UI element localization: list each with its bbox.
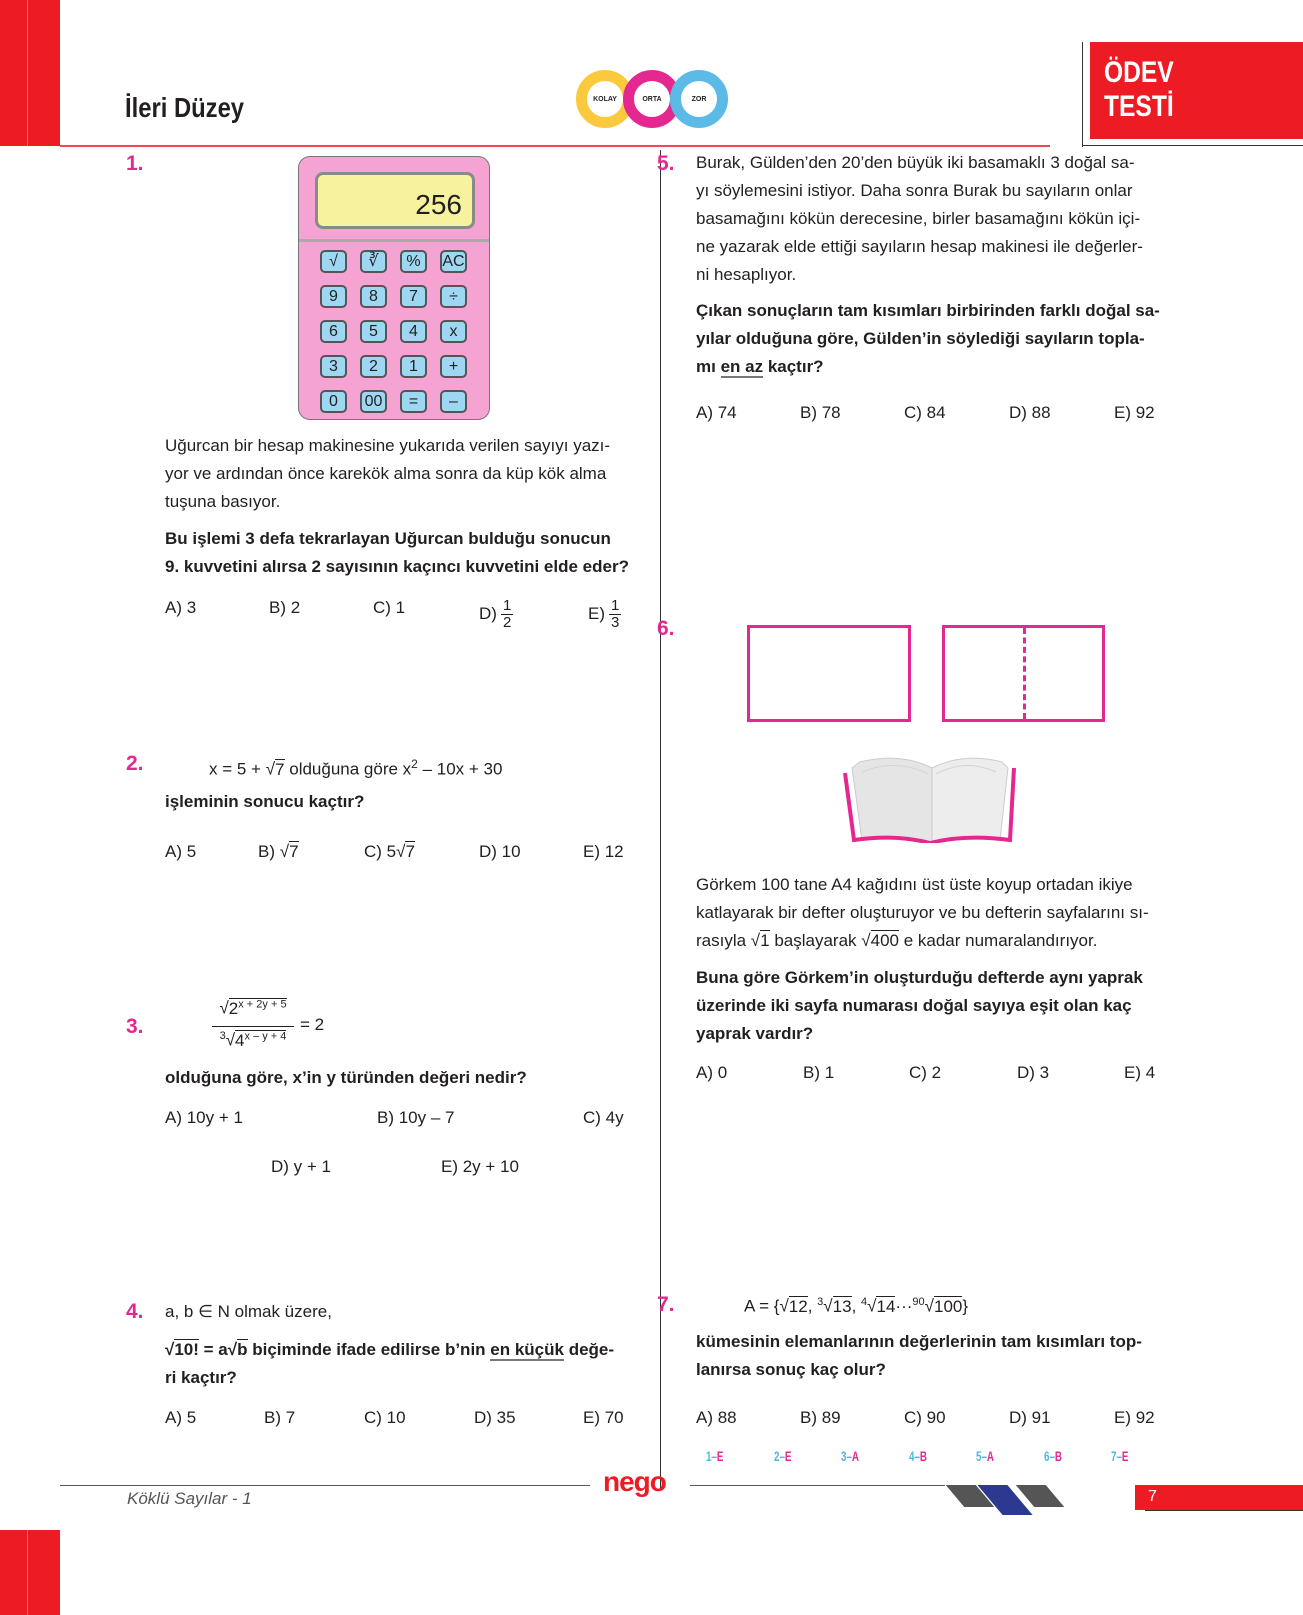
text: olduğuna göre x [284, 759, 412, 779]
calculator-display: 256 [315, 172, 475, 229]
option-e[interactable]: E) 12 [583, 842, 624, 861]
left-red-bar-top [0, 0, 60, 146]
calculator-key: 6 [320, 320, 347, 343]
root-sign: √ [219, 998, 229, 1018]
radicand: 12 [788, 1296, 808, 1316]
q6-question [696, 964, 1166, 1048]
calculator-key: 0 [320, 390, 347, 413]
answer-key-item [841, 1448, 859, 1464]
text: değe- [563, 1340, 615, 1359]
option-d[interactable]: D) y + 1 [271, 1157, 331, 1176]
badge-frame [1082, 42, 1083, 147]
calculator-key: 5 [360, 320, 387, 343]
exponent: x – y + 4 [244, 1030, 287, 1042]
answer-key-question: 7 [1111, 1448, 1117, 1464]
option-c[interactable] [364, 842, 415, 862]
answer-key-answer: E [716, 1448, 724, 1464]
fraction-bar [212, 1026, 294, 1027]
column-divider [660, 150, 661, 1490]
option-b[interactable]: B) 2 [269, 598, 301, 617]
q1-line: tuşuna basıyor. [165, 492, 281, 511]
q1-line: Uğurcan bir hesap makinesine yukarıda verilen sayıyı yazı- [165, 436, 611, 455]
option-b[interactable]: B) 1 [803, 1063, 835, 1082]
q1-text [165, 432, 635, 516]
radicand: 100 [933, 1296, 963, 1316]
answer-key-question: 2 [773, 1448, 779, 1464]
denominator: 2 [502, 614, 512, 631]
option-c[interactable]: C) 90 [904, 1408, 946, 1427]
calculator-key: = [400, 390, 427, 413]
folded-paper-sheet [942, 625, 1105, 722]
level-label: ZOR [691, 95, 707, 103]
calculator-key: 7 [400, 285, 427, 308]
question-number: 6. [657, 617, 675, 640]
calculator-key: 4 [400, 320, 427, 343]
text: e kadar numaralandırıyor. [899, 931, 1098, 950]
option-c[interactable]: C) 10 [364, 1408, 406, 1427]
fraction [609, 598, 621, 631]
q5-question-line [696, 353, 1166, 381]
q5-options [696, 403, 1166, 431]
option-e[interactable]: E) 2y + 10 [441, 1157, 519, 1176]
q7-options [696, 1408, 1166, 1436]
option-a[interactable]: A) 5 [165, 842, 197, 861]
homework-test-badge [1090, 42, 1303, 139]
answer-key-item [706, 1448, 723, 1464]
calculator-key: ∛ [360, 250, 387, 273]
option-label: E) [588, 603, 605, 623]
root-sign: √ [165, 1340, 175, 1359]
answer-key-dash: – [1116, 1448, 1122, 1464]
radicand: 7 [275, 759, 285, 779]
root-sign: √ [265, 759, 276, 779]
q5-text [696, 149, 1166, 289]
root-sign: √ [750, 931, 761, 950]
root-sign: √ [227, 1340, 238, 1359]
exponent: x + 2y + 5 [238, 998, 287, 1010]
base: 2 [228, 998, 239, 1018]
option-a[interactable]: A) 74 [696, 403, 737, 422]
calculator-key: 9 [320, 285, 347, 308]
q1-options [165, 590, 635, 630]
option-d[interactable]: D) 88 [1009, 403, 1051, 422]
q5-line: yı söylemesini istiyor. Daha sonra Burak bu sayıların onlar [696, 181, 1133, 200]
q6-line: katlayarak bir defter oluşturuyor ve bu defterin sayfalarını sı- [696, 903, 1149, 922]
calculator-key: ÷ [440, 285, 467, 308]
q7-question-line: kümesinin elemanlarının değerlerinin tam kısımları top- [696, 1332, 1142, 1351]
q6-options [696, 1063, 1166, 1091]
emphasis: en küçük [490, 1340, 564, 1359]
option-a[interactable]: A) 10y + 1 [165, 1108, 243, 1127]
ellipsis: ··· [895, 1296, 913, 1316]
calculator-key: 3 [320, 355, 347, 378]
answer-key-dash: – [711, 1448, 717, 1464]
radicand [235, 1030, 286, 1050]
q1-question [165, 525, 635, 581]
publisher-logo: nego [603, 1466, 666, 1497]
root-index: 3 [817, 1296, 824, 1308]
q5-line: basamağını kökün derecesine, birler basamağını kökün içi- [696, 209, 1141, 228]
open-book-illustration [840, 748, 1020, 843]
q2-question: işleminin sonucu kaçtır? [165, 792, 365, 811]
left-red-bar-bottom [0, 1530, 60, 1615]
section-title: İleri Düzey [125, 92, 245, 123]
option-c[interactable]: C) 1 [373, 598, 406, 617]
radicand [229, 998, 287, 1018]
calculator-key: + [440, 355, 467, 378]
calculator-key: % [400, 250, 427, 273]
option-d[interactable]: D) 91 [1009, 1408, 1051, 1427]
page-number: 7 [1148, 1488, 1157, 1505]
fraction [501, 598, 513, 631]
text: mı [696, 357, 721, 376]
calculator-key: 1 [400, 355, 427, 378]
q7-question-line: lanırsa sonuç kaç olur? [696, 1360, 886, 1379]
option-c[interactable]: C) 2 [909, 1063, 942, 1082]
answer-key-dash: – [778, 1448, 785, 1464]
answer-key-dash: – [1048, 1448, 1055, 1464]
q4-question-line [165, 1336, 635, 1364]
root-sign: √ [823, 1296, 833, 1316]
calculator-key: 8 [360, 285, 387, 308]
option-a[interactable]: A) 5 [165, 1408, 197, 1427]
q2-statement [209, 750, 502, 784]
answer-key [706, 1448, 1166, 1468]
root-sign: √ [861, 931, 871, 950]
exponent: 2 [411, 757, 418, 771]
text: biçiminde ifade edilirse b’nin [247, 1340, 491, 1359]
answer-key-question: 5 [976, 1448, 982, 1464]
q5-question-line: yılar olduğuna göre, Gülden’in söylediği sayıların topla- [696, 329, 1145, 348]
root-index: 90 [912, 1296, 925, 1308]
emphasis: en az [720, 357, 764, 376]
answer-key-question: 1 [706, 1448, 712, 1464]
q4-question [165, 1336, 635, 1392]
radicand: 13 [832, 1296, 852, 1316]
option-e[interactable]: E) 92 [1114, 1408, 1155, 1427]
root-sign: √ [396, 842, 406, 861]
root-index: 4 [861, 1296, 868, 1308]
equals: = 2 [300, 1015, 325, 1034]
option-d[interactable] [479, 598, 513, 631]
level-label: ORTA [642, 95, 662, 103]
calculator-key: AC [440, 250, 467, 273]
answer-key-item [976, 1448, 994, 1464]
radicand: 400 [870, 931, 899, 950]
calculator-illustration [298, 156, 490, 420]
option-c[interactable]: C) 84 [904, 403, 946, 422]
answer-key-answer: A [851, 1448, 860, 1464]
option-e[interactable] [588, 598, 621, 631]
answer-key-dash: – [981, 1448, 987, 1464]
root-sign: √ [779, 1296, 789, 1316]
q6-question-line: yaprak vardır? [696, 1024, 814, 1043]
answer-key-answer: A [986, 1448, 995, 1464]
option-a[interactable]: A) 0 [696, 1063, 728, 1082]
answer-key-question: 6 [1043, 1448, 1049, 1464]
answer-key-answer: B [1054, 1448, 1062, 1464]
option-d[interactable]: D) 35 [474, 1408, 516, 1427]
level-zor [670, 70, 728, 128]
option-b[interactable]: B) 78 [800, 403, 841, 422]
q7-question [696, 1328, 1166, 1384]
q7-set: A = {√12, $^3$√13, $^4$√14···$^{90}$√100} [744, 1296, 969, 1316]
q5-line: ne yazarak elde ettiği sayıların hesap makinesi ile değerler- [696, 237, 1143, 256]
option-label: B) [258, 842, 280, 861]
q1-question-line: Bu işlemi 3 defa tekrarlayan Uğurcan bulduğu sonucun [165, 529, 611, 548]
root-sign: √ [867, 1296, 877, 1316]
answer-key-question: 3 [841, 1448, 847, 1464]
option-label: C) 5 [364, 842, 397, 861]
answer-key-item [909, 1448, 927, 1464]
numerator: 1 [502, 597, 512, 614]
option-b[interactable]: B) 89 [800, 1408, 841, 1427]
calculator-key: – [440, 390, 467, 413]
badge-line-2: TESTİ [1104, 90, 1174, 123]
level-label: KOLAY [593, 95, 617, 103]
base: 4 [235, 1030, 245, 1050]
footer-underline [1145, 1510, 1303, 1511]
option-d[interactable]: D) 10 [479, 842, 521, 861]
text: kaçtır? [763, 357, 824, 376]
question-number: 7. [657, 1293, 675, 1316]
difficulty-levels [576, 70, 728, 130]
answer-key-item [774, 1448, 791, 1464]
option-b[interactable] [258, 842, 299, 862]
option-e[interactable]: E) 92 [1114, 403, 1155, 422]
question-number: 4. [126, 1300, 144, 1323]
q1-question-line: 9. kuvvetini alırsa 2 sayısının kaçıncı kuvvetini elde eder? [165, 557, 629, 576]
q5-question-line: Çıkan sonuçların tam kısımları birbirinden farklı doğal sa- [696, 301, 1160, 320]
fold-line [1023, 628, 1026, 719]
q4-options [165, 1408, 635, 1436]
q4-question-line: ri kaçtır? [165, 1368, 237, 1387]
option-a[interactable]: A) 3 [165, 598, 197, 617]
paper-sheet [747, 625, 911, 722]
q6-question-line: üzerinde iki sayfa numarası doğal sayıya eşit olan kaç [696, 996, 1132, 1015]
calculator-key: √ [320, 250, 347, 273]
option-a[interactable]: A) 88 [696, 1408, 737, 1427]
q3-options [165, 1108, 635, 1178]
footer-divider-right [690, 1485, 945, 1486]
numerator: 1 [611, 597, 620, 614]
header-divider [60, 145, 1050, 147]
q3-question: olduğuna göre, x’in y türünden değeri nedir? [165, 1068, 527, 1087]
text: rasıyla [696, 931, 751, 950]
text: A = { [744, 1296, 780, 1316]
badge-line-1: ÖDEV [1104, 56, 1174, 89]
answer-key-item [1044, 1448, 1062, 1464]
q6-question-line: Buna göre Görkem’in oluşturduğu defterde aynı yaprak [696, 968, 1143, 987]
q5-line: Burak, Gülden’den 20’den büyük iki basamaklı 3 doğal sa- [696, 153, 1135, 172]
text: = a [198, 1340, 228, 1359]
option-label: D) [479, 603, 497, 623]
root-index: 3 [219, 1030, 226, 1042]
answer-key-dash: – [846, 1448, 852, 1464]
question-number: 2. [126, 752, 144, 775]
radicand: 10! [174, 1340, 199, 1359]
option-c[interactable]: C) 4y [583, 1108, 624, 1127]
radicand: 7 [405, 842, 415, 861]
calculator-key: 00 [360, 390, 387, 413]
q2-options [165, 840, 635, 868]
denominator: 3 [611, 614, 620, 631]
option-e[interactable]: E) 4 [1124, 1063, 1156, 1082]
q5-line: ni hesaplıyor. [696, 265, 797, 284]
option-b[interactable]: B) 7 [264, 1408, 296, 1427]
option-d[interactable]: D) 3 [1017, 1063, 1050, 1082]
q6-line: Görkem 100 tane A4 kağıdını üst üste koyup ortadan ikiye [696, 875, 1133, 894]
badge-frame-bottom [1082, 145, 1303, 146]
answer-key-answer: E [1121, 1448, 1129, 1464]
text: } [962, 1296, 969, 1316]
q6-text [696, 871, 1166, 955]
radicand: 14 [876, 1296, 896, 1316]
option-e[interactable]: E) 70 [583, 1408, 624, 1427]
answer-key-dash: – [913, 1448, 920, 1464]
answer-key-question: 4 [908, 1448, 914, 1464]
text: x = 5 + [209, 759, 266, 779]
q1-line: yor ve ardından önce karekök alma sonra da küp kök alma [165, 464, 607, 483]
radicand: 7 [289, 842, 299, 861]
text: – 10x + 30 [417, 759, 503, 779]
q4-condition: a, b ∈ N olmak üzere, [165, 1302, 332, 1321]
root-sign: √ [924, 1296, 934, 1316]
option-b[interactable]: B) 10y – 7 [377, 1108, 455, 1127]
answer-key-item [1111, 1448, 1128, 1464]
root-sign: √ [225, 1030, 236, 1050]
page-number-box [1135, 1485, 1303, 1510]
q3-equation [212, 998, 332, 1060]
calculator-key: x [440, 320, 467, 343]
answer-key-answer: B [919, 1448, 927, 1464]
question-number: 3. [126, 1015, 144, 1038]
radicand: 1 [760, 931, 770, 950]
question-number: 1. [126, 152, 144, 175]
q6-line [696, 927, 1166, 955]
q5-question [696, 297, 1166, 381]
footer-divider [60, 1485, 590, 1486]
root-sign: √ [279, 842, 290, 861]
denominator [212, 1030, 294, 1051]
answer-key-answer: E [784, 1448, 791, 1464]
footer-title: Köklü Sayılar - 1 [127, 1489, 252, 1508]
text: başlayarak [769, 931, 862, 950]
calculator-key: 2 [360, 355, 387, 378]
question-number: 5. [657, 152, 675, 175]
calculator-separator [299, 239, 489, 242]
radicand: b [237, 1340, 248, 1359]
numerator [212, 998, 294, 1019]
